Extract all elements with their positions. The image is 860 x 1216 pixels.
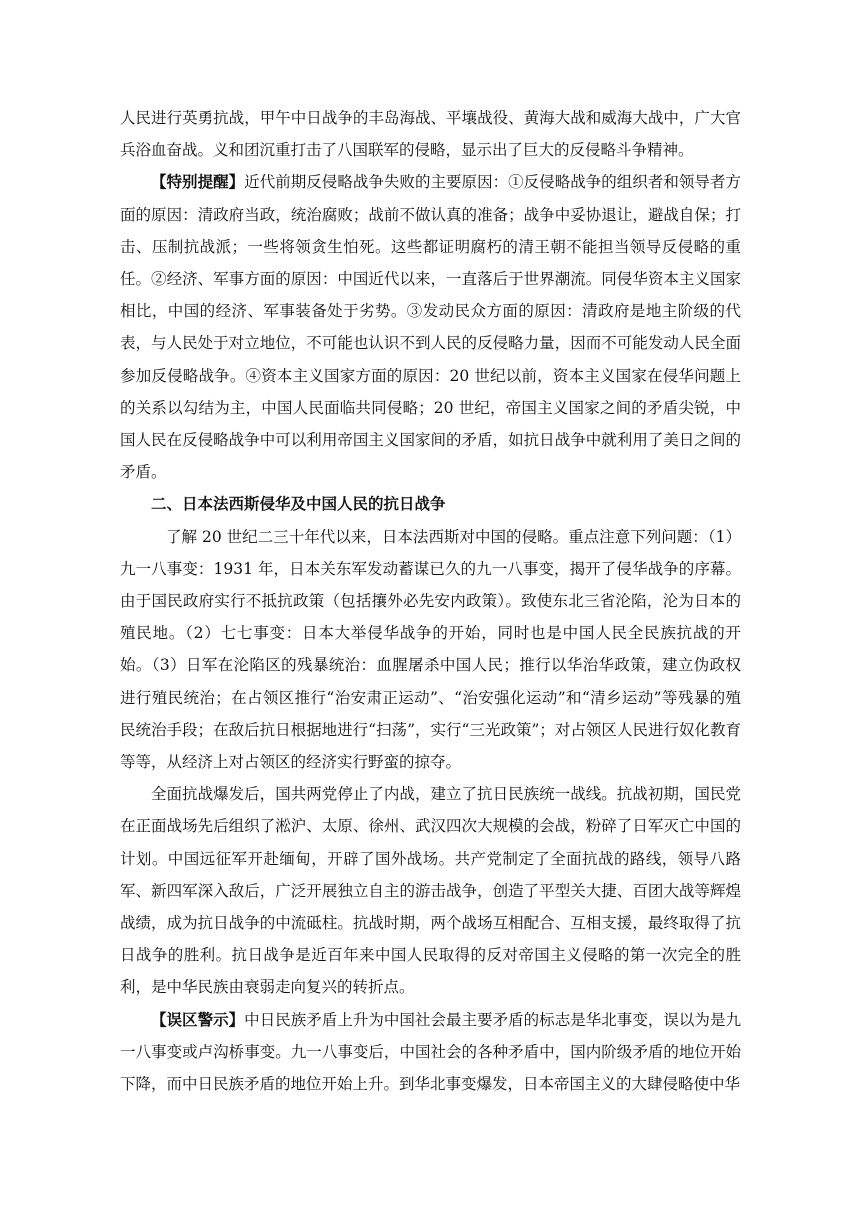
special-reminder-text: 近代前期反侵略战争失败的主要原因：①反侵略战争的组织者和领导者方面的原因：清政府当政，统治腐败；战前不做认真的准备；战争中妥协退让，避战自保；打击、压制抗战派；一些将领贪生怕死。这些都证明腐朽的清王朝不能担当领导反侵略的重任。②经济、军事方面的原因：中国近代以来，一直落后于世界潮流。同侵华资本主义国家相比，中国的经济、军事装备处于劣势。③发动民众方面的原因：清政府是地主阶级的代表，与人民处于对立地位，不可能也认识不到人民的反侵略力量，因而不可能发动人民全面参加反侵略战争。④资本主义国家方面的原因：20 世纪以前，资本主义国家在侵华问题上的关系以勾结为主，中国人民面临共同侵略；20 世纪，帝国主义国家之间的矛盾尖锐，中国人民在反侵略战争中可以利用帝国主义国家间的矛盾，如抗日战争中就利用了美日之间的矛盾。 <box>120 173 741 482</box>
paragraph-misconception-warning <box>120 1004 741 1101</box>
misconception-warning-label: 【误区警示】 <box>151 1009 245 1029</box>
paragraph-special-reminder <box>120 166 741 488</box>
document-body <box>120 102 741 1100</box>
special-reminder-label: 【特别提醒】 <box>151 172 245 192</box>
paragraph-japanese-aggression: 了解 20 世纪二三十年代以来，日本法西斯对中国的侵略。重点注意下列问题：（1）九一八事变：1931 年，日本关东军发动蓄谋已久的九一八事变，揭开了侵华战争的序幕。由于国民政府实行不抵抗政策（包括攘外必先安内政策）。致使东北三省沦陷，沦为日本的殖民地。（2）七七事变：日本大举侵华战争的开始，同时也是中国人民全民族抗战的开始。（3）日军在沦陷区的残暴统治：血腥屠杀中国人民；推行以华治华政策，建立伪政权进行殖民统治；在占领区推行“治安肃正运动”、“治安强化运动”和“清乡运动”等残暴的殖民统治手段；在敌后抗日根据地进行“扫荡”，实行“三光政策”；对占领区人民进行奴化教育等等，从经济上对占领区的经济实行野蛮的掠夺。 <box>120 527 741 772</box>
section-heading-japanese-invasion: 二、日本法西斯侵华及中国人民的抗日战争 <box>151 494 446 514</box>
misconception-warning-text: 中日民族矛盾上升为中国社会最主要矛盾的标志是华北事变，误以为是九一八事变或卢沟桥事变。九一八事变后，中国社会的各种矛盾中，国内阶级矛盾的地位开始下降，而中日民族矛盾的地位开始上升。到华北事变爆发，日本帝国主义的大肆侵略使中华 <box>120 1010 741 1094</box>
paragraph-full-scale-war: 全面抗战爆发后，国共两党停止了内战，建立了抗日民族统一战线。抗战初期，国民党在正面战场先后组织了淞沪、太原、徐州、武汉四次大规模的会战，粉碎了日军灭亡中国的计划。中国远征军开赴缅甸，开辟了国外战场。共产党制定了全面抗战的路线，领导八路军、新四军深入敌后，广泛开展独立自主的游击战争，创造了平型关大捷、百团大战等辉煌战绩，成为抗日战争的中流砥柱。抗战时期，两个战场互相配合、互相支援，最终取得了抗日战争的胜利。抗日战争是近百年来中国人民取得的反对帝国主义侵略的第一次完全的胜利，是中华民族由衰弱走向复兴的转折点。 <box>120 785 741 997</box>
paragraph-resistance-wars: 人民进行英勇抗战，甲午中日战争的丰岛海战、平壤战役、黄海大战和威海大战中，广大官兵浴血奋战。义和团沉重打击了八国联军的侵略，显示出了巨大的反侵略斗争精神。 <box>120 109 741 160</box>
